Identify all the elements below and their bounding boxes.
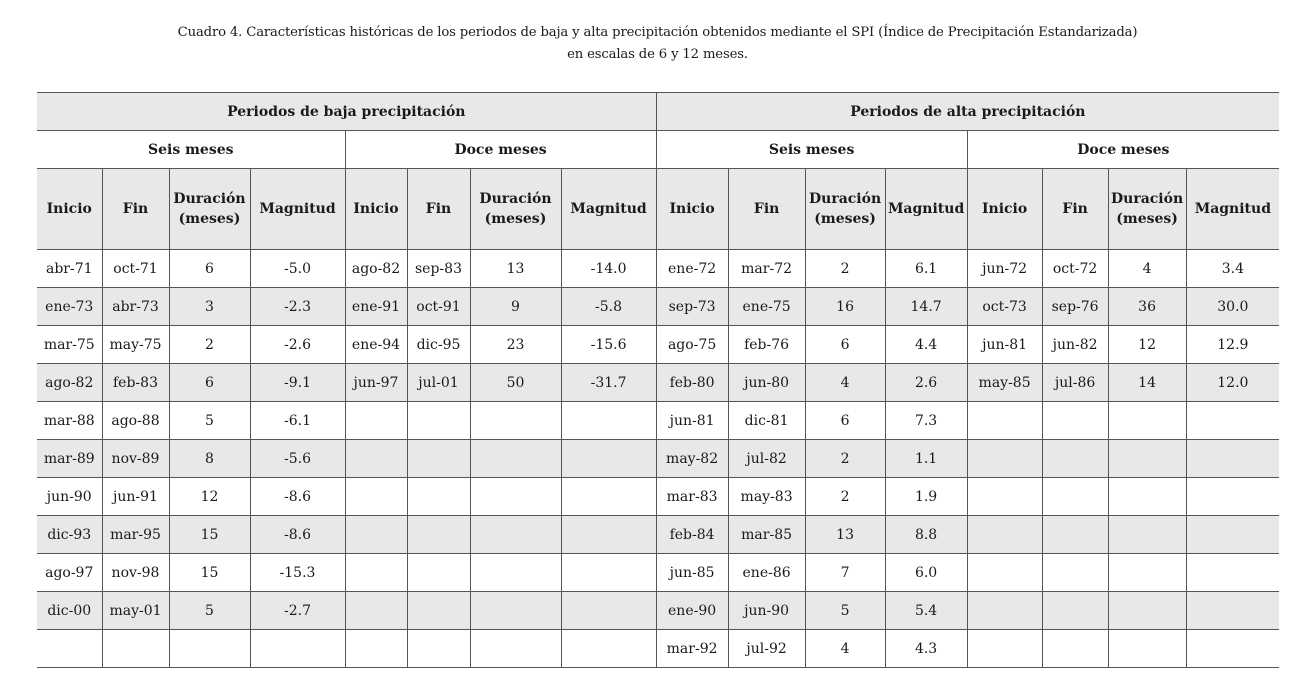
cell-end: ene-86 xyxy=(728,554,805,592)
cell-duration: 3 xyxy=(169,288,250,326)
cell-start xyxy=(345,440,407,478)
cell-duration xyxy=(169,630,250,668)
cell-magnitude: -2.3 xyxy=(250,288,345,326)
col-magnitude: Magnitud xyxy=(1186,169,1279,250)
cell-end: nov-89 xyxy=(102,440,169,478)
cell-start: jun-97 xyxy=(345,364,407,402)
cell-magnitude: 1.1 xyxy=(885,440,967,478)
cell-duration: 12 xyxy=(1108,326,1186,364)
cell-start xyxy=(345,630,407,668)
cell-magnitude: 2.6 xyxy=(885,364,967,402)
cell-magnitude xyxy=(1186,478,1279,516)
cell-start xyxy=(967,592,1042,630)
cell-duration: 8 xyxy=(169,440,250,478)
cell-start: ene-90 xyxy=(656,592,728,630)
cell-end: feb-83 xyxy=(102,364,169,402)
cell-start: ago-82 xyxy=(345,250,407,288)
cell-duration xyxy=(1108,630,1186,668)
cell-duration xyxy=(1108,516,1186,554)
cell-end: dic-95 xyxy=(407,326,470,364)
cell-magnitude xyxy=(561,440,656,478)
cell-start xyxy=(967,402,1042,440)
cell-start xyxy=(345,554,407,592)
cell-start: mar-88 xyxy=(37,402,102,440)
cell-magnitude: -31.7 xyxy=(561,364,656,402)
cell-magnitude: -5.8 xyxy=(561,288,656,326)
cell-magnitude xyxy=(561,554,656,592)
cell-start xyxy=(345,592,407,630)
col-duration: Duración (meses) xyxy=(1108,169,1186,250)
cell-duration xyxy=(470,630,561,668)
cell-end: sep-83 xyxy=(407,250,470,288)
cell-start: may-85 xyxy=(967,364,1042,402)
cell-start: jun-81 xyxy=(967,326,1042,364)
cell-start xyxy=(967,478,1042,516)
table-row xyxy=(37,402,1279,440)
cell-duration: 6 xyxy=(805,326,885,364)
table-body xyxy=(37,250,1279,668)
table-row xyxy=(37,440,1279,478)
cell-start: feb-84 xyxy=(656,516,728,554)
cell-duration: 4 xyxy=(805,630,885,668)
cell-duration: 36 xyxy=(1108,288,1186,326)
cell-magnitude xyxy=(561,402,656,440)
cell-magnitude: 12.9 xyxy=(1186,326,1279,364)
cell-duration: 2 xyxy=(805,250,885,288)
cell-end: may-75 xyxy=(102,326,169,364)
cell-start xyxy=(345,516,407,554)
cell-duration: 6 xyxy=(805,402,885,440)
cell-start: mar-92 xyxy=(656,630,728,668)
col-duration: Duración (meses) xyxy=(470,169,561,250)
cell-duration: 5 xyxy=(805,592,885,630)
table-row xyxy=(37,364,1279,402)
cell-start: ene-91 xyxy=(345,288,407,326)
cell-start: ene-94 xyxy=(345,326,407,364)
cell-start: mar-75 xyxy=(37,326,102,364)
cell-magnitude: 4.4 xyxy=(885,326,967,364)
cell-end xyxy=(407,440,470,478)
table-row xyxy=(37,288,1279,326)
cell-duration xyxy=(470,402,561,440)
cell-magnitude xyxy=(1186,554,1279,592)
high-precipitation-header: Periodos de alta precipitación xyxy=(656,93,1279,131)
cell-start: ago-75 xyxy=(656,326,728,364)
cell-duration xyxy=(470,592,561,630)
cell-duration xyxy=(470,478,561,516)
cell-magnitude: -6.1 xyxy=(250,402,345,440)
table-row xyxy=(37,250,1279,288)
cell-start xyxy=(37,630,102,668)
cell-end: nov-98 xyxy=(102,554,169,592)
cell-duration xyxy=(470,440,561,478)
cell-start: may-82 xyxy=(656,440,728,478)
cell-magnitude xyxy=(1186,440,1279,478)
cell-duration: 15 xyxy=(169,516,250,554)
cell-start xyxy=(967,630,1042,668)
cell-magnitude: 3.4 xyxy=(1186,250,1279,288)
col-start: Inicio xyxy=(656,169,728,250)
cell-end: jul-82 xyxy=(728,440,805,478)
table-caption xyxy=(0,22,1301,66)
table-row xyxy=(37,326,1279,364)
cell-magnitude: 7.3 xyxy=(885,402,967,440)
cell-duration: 5 xyxy=(169,592,250,630)
cell-magnitude: -14.0 xyxy=(561,250,656,288)
cell-duration: 13 xyxy=(805,516,885,554)
cell-magnitude: 8.8 xyxy=(885,516,967,554)
cell-start: ene-72 xyxy=(656,250,728,288)
cell-magnitude: -5.6 xyxy=(250,440,345,478)
table-row xyxy=(37,478,1279,516)
table-row xyxy=(37,554,1279,592)
cell-magnitude: -8.6 xyxy=(250,516,345,554)
cell-magnitude xyxy=(561,478,656,516)
cell-start: jun-81 xyxy=(656,402,728,440)
cell-end: may-01 xyxy=(102,592,169,630)
cell-duration: 2 xyxy=(805,440,885,478)
cell-end: jun-90 xyxy=(728,592,805,630)
cell-duration xyxy=(1108,592,1186,630)
cell-duration: 9 xyxy=(470,288,561,326)
cell-magnitude: 30.0 xyxy=(1186,288,1279,326)
cell-magnitude: -15.3 xyxy=(250,554,345,592)
cell-duration xyxy=(470,554,561,592)
cell-start: feb-80 xyxy=(656,364,728,402)
cell-magnitude xyxy=(1186,402,1279,440)
cell-start xyxy=(345,402,407,440)
cell-end: abr-73 xyxy=(102,288,169,326)
cell-end xyxy=(407,630,470,668)
cell-end: ago-88 xyxy=(102,402,169,440)
col-magnitude: Magnitud xyxy=(561,169,656,250)
cell-end xyxy=(1042,516,1108,554)
cell-magnitude xyxy=(1186,630,1279,668)
cell-duration: 7 xyxy=(805,554,885,592)
cell-magnitude xyxy=(1186,592,1279,630)
cell-duration xyxy=(1108,478,1186,516)
cell-end: oct-91 xyxy=(407,288,470,326)
cell-end xyxy=(1042,440,1108,478)
cell-end: ene-75 xyxy=(728,288,805,326)
cell-end xyxy=(407,478,470,516)
cell-end: oct-72 xyxy=(1042,250,1108,288)
high-six-months-header: Seis meses xyxy=(656,131,967,169)
cell-duration xyxy=(470,516,561,554)
cell-start: ene-73 xyxy=(37,288,102,326)
cell-start: ago-97 xyxy=(37,554,102,592)
cell-duration: 6 xyxy=(169,364,250,402)
cell-magnitude: 12.0 xyxy=(1186,364,1279,402)
cell-start: jun-72 xyxy=(967,250,1042,288)
cell-magnitude: 6.0 xyxy=(885,554,967,592)
cell-end xyxy=(407,516,470,554)
cell-end: mar-95 xyxy=(102,516,169,554)
cell-end xyxy=(1042,554,1108,592)
cell-magnitude: -8.6 xyxy=(250,478,345,516)
cell-end xyxy=(407,554,470,592)
cell-duration xyxy=(1108,554,1186,592)
cell-magnitude: 4.3 xyxy=(885,630,967,668)
col-end: Fin xyxy=(102,169,169,250)
cell-end: mar-85 xyxy=(728,516,805,554)
col-magnitude: Magnitud xyxy=(250,169,345,250)
cell-duration: 4 xyxy=(805,364,885,402)
cell-start: ago-82 xyxy=(37,364,102,402)
table-row xyxy=(37,516,1279,554)
table-row xyxy=(37,592,1279,630)
col-start: Inicio xyxy=(37,169,102,250)
cell-magnitude xyxy=(250,630,345,668)
col-duration: Duración (meses) xyxy=(805,169,885,250)
low-precipitation-header: Periodos de baja precipitación xyxy=(37,93,656,131)
cell-magnitude: 14.7 xyxy=(885,288,967,326)
col-end: Fin xyxy=(1042,169,1108,250)
cell-end: jun-91 xyxy=(102,478,169,516)
cell-magnitude: 5.4 xyxy=(885,592,967,630)
cell-end: jun-82 xyxy=(1042,326,1108,364)
cell-duration: 5 xyxy=(169,402,250,440)
cell-end: jul-01 xyxy=(407,364,470,402)
cell-magnitude xyxy=(561,516,656,554)
cell-start: jun-90 xyxy=(37,478,102,516)
column-header-row xyxy=(37,169,1279,250)
cell-duration xyxy=(1108,440,1186,478)
col-start: Inicio xyxy=(345,169,407,250)
cell-magnitude: -9.1 xyxy=(250,364,345,402)
cell-magnitude: -15.6 xyxy=(561,326,656,364)
cell-duration: 2 xyxy=(805,478,885,516)
cell-end: oct-71 xyxy=(102,250,169,288)
cell-start xyxy=(967,440,1042,478)
cell-duration: 2 xyxy=(169,326,250,364)
cell-end xyxy=(407,402,470,440)
cell-magnitude: -2.6 xyxy=(250,326,345,364)
cell-magnitude xyxy=(1186,516,1279,554)
col-duration: Duración (meses) xyxy=(169,169,250,250)
cell-end: jul-92 xyxy=(728,630,805,668)
cell-start: mar-89 xyxy=(37,440,102,478)
caption-line-2: en escalas de 6 y 12 meses. xyxy=(567,47,748,62)
cell-end xyxy=(1042,592,1108,630)
col-end: Fin xyxy=(728,169,805,250)
cell-end: jun-80 xyxy=(728,364,805,402)
cell-end: feb-76 xyxy=(728,326,805,364)
cell-end xyxy=(1042,478,1108,516)
cell-end xyxy=(102,630,169,668)
cell-end: sep-76 xyxy=(1042,288,1108,326)
cell-end xyxy=(1042,630,1108,668)
low-six-months-header: Seis meses xyxy=(37,131,345,169)
spi-periods-table xyxy=(37,92,1279,668)
cell-end xyxy=(1042,402,1108,440)
cell-duration: 50 xyxy=(470,364,561,402)
cell-duration: 6 xyxy=(169,250,250,288)
cell-duration: 14 xyxy=(1108,364,1186,402)
cell-end: jul-86 xyxy=(1042,364,1108,402)
cell-magnitude: -2.7 xyxy=(250,592,345,630)
cell-start xyxy=(967,554,1042,592)
cell-duration: 12 xyxy=(169,478,250,516)
cell-duration: 13 xyxy=(470,250,561,288)
cell-end: mar-72 xyxy=(728,250,805,288)
cell-start: abr-71 xyxy=(37,250,102,288)
cell-magnitude: 6.1 xyxy=(885,250,967,288)
low-twelve-months-header: Doce meses xyxy=(345,131,656,169)
cell-duration xyxy=(1108,402,1186,440)
cell-magnitude xyxy=(561,630,656,668)
col-end: Fin xyxy=(407,169,470,250)
cell-start: mar-83 xyxy=(656,478,728,516)
cell-duration: 23 xyxy=(470,326,561,364)
cell-duration: 16 xyxy=(805,288,885,326)
cell-end xyxy=(407,592,470,630)
cell-magnitude: 1.9 xyxy=(885,478,967,516)
cell-magnitude xyxy=(561,592,656,630)
caption-line-1: Cuadro 4. Características históricas de los periodos de baja y alta precipitación obtenidos mediante el SPI (Índice de Precipitación Estandarizada) xyxy=(177,25,1138,40)
cell-duration: 4 xyxy=(1108,250,1186,288)
cell-magnitude: -5.0 xyxy=(250,250,345,288)
cell-start xyxy=(345,478,407,516)
col-magnitude: Magnitud xyxy=(885,169,967,250)
cell-duration: 15 xyxy=(169,554,250,592)
cell-start: oct-73 xyxy=(967,288,1042,326)
cell-start: dic-93 xyxy=(37,516,102,554)
cell-start: jun-85 xyxy=(656,554,728,592)
high-twelve-months-header: Doce meses xyxy=(967,131,1279,169)
col-start: Inicio xyxy=(967,169,1042,250)
table-row xyxy=(37,630,1279,668)
cell-end: may-83 xyxy=(728,478,805,516)
cell-end: dic-81 xyxy=(728,402,805,440)
cell-start xyxy=(967,516,1042,554)
cell-start: dic-00 xyxy=(37,592,102,630)
cell-start: sep-73 xyxy=(656,288,728,326)
